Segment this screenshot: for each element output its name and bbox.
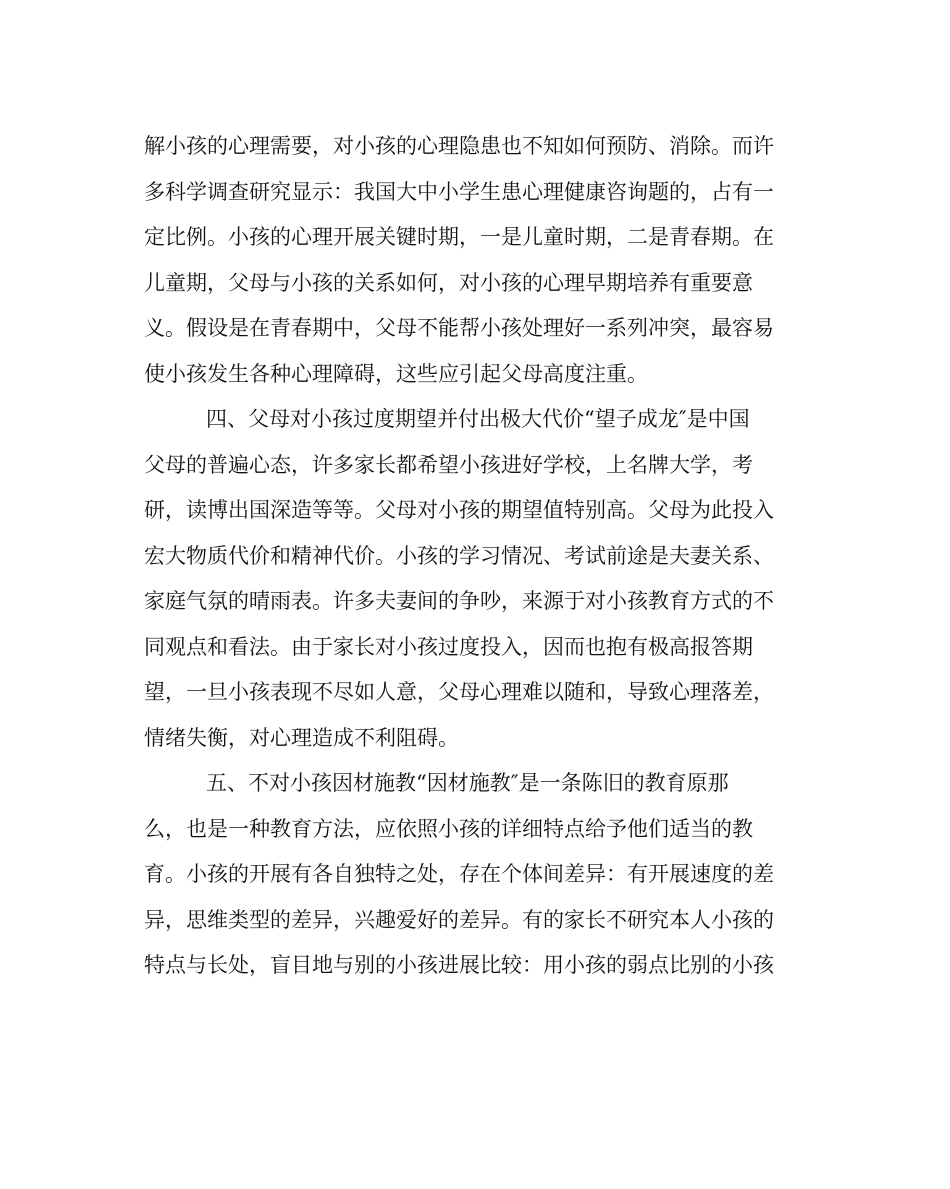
text-line: 望，一旦小孩表现不尽如人意，父母心理难以随和，导致心理落差，: [144, 680, 774, 704]
text-line: 父母的普遍心态，许多家长都希望小孩进好学校，上名牌大学，考: [144, 452, 753, 477]
text-line: 情绪失衡，对心理造成不利阻碍。: [144, 725, 459, 750]
text-line: 使小孩发生各种心理障碍，这些应引起父母高度注重。: [144, 361, 648, 386]
text-line-indented: 五、不对小孩因材施教“因材施教″是一条陈旧的教育原那: [206, 771, 729, 795]
text-line: 解小孩的心理需要，对小孩的心理隐患也不知如何预防、消除。而许: [144, 134, 774, 158]
text-line: 育。小孩的开展有各自独特之处，存在个体间差异：有开展速度的差: [144, 862, 774, 886]
text-line: 义。假设是在青春期中，父母不能帮小孩处理好一系列冲突，最容易: [144, 316, 774, 340]
text-line: 家庭气氛的晴雨表。许多夫妻间的争吵，来源于对小孩教育方式的不: [144, 589, 774, 613]
text-line: 宏大物质代价和精神代价。小孩的学习情况、考试前途是夫妻关系、: [144, 543, 774, 568]
text-line: 研，读博出国深造等等。父母对小孩的期望值特别高。父母为此投入: [144, 498, 774, 522]
text-line: 定比例。小孩的心理开展关键时期，一是儿童时期，二是青春期。在: [144, 225, 774, 249]
text-line: 么，也是一种教育方法，应依照小孩的详细特点给予他们适当的教: [144, 816, 753, 841]
text-line: 多科学调查研究显示：我国大中小学生患心理健康咨询题的，占有一: [144, 179, 774, 204]
text-line-indented: 四、父母对小孩过度期望并付出极大代价“望子成龙″是中国: [206, 407, 750, 431]
paragraph-3: [144, 761, 809, 989]
paragraph-1: [144, 124, 809, 397]
text-line: 儿童期，父母与小孩的关系如何，对小孩的心理早期培养有重要意: [144, 270, 753, 295]
paragraph-2: [144, 397, 809, 761]
text-line: 同观点和看法。由于家长对小孩过度投入，因而也抱有极高报答期: [144, 634, 753, 659]
text-line: 异，思维类型的差异，兴趣爱好的差异。有的家长不研究本人小孩的: [144, 907, 774, 932]
document-body: [144, 124, 809, 989]
text-line: 特点与长处，盲目地与别的小孩进展比较：用小孩的弱点比别的小孩: [144, 953, 774, 977]
